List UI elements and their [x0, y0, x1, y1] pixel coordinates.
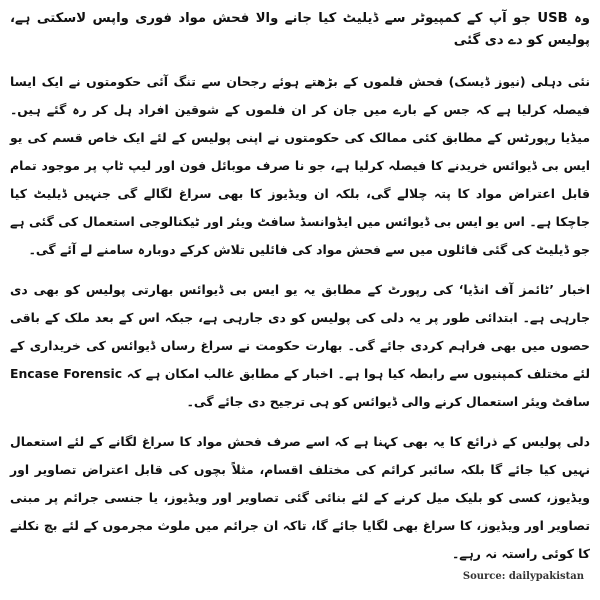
article-paragraph-times-of-india: اخبار ’ٹائمز آف انڈیا‘ کی رپورٹ کے مطابق یہ یو ایس بی ڈیوائس بھارتی پولیس کو بھی دی جارہی ہے۔ ابتدائی طور پر یہ دلی کی پولیس کو دی جارہی ہے، جبکہ اس کے بعد ملک کے باقی حصوں میں بھی فراہم کردی جائے گی۔ بھارت حکومت نے سراغ رساں ڈیوائس کی خریداری کے لئے مختلف کمپنیوں سے رابطہ کیا ہوا ہے۔ اخبار کے مطابق غالب امکان ہے کہ Encase Forensic سافٹ ویئر استعمال کرنے والی ڈیوائس کو ہی ترجیح دی جائے گی۔ — [10, 282, 590, 409]
article — [10, 8, 590, 580]
source-credit: Source: dailypakistan — [462, 571, 584, 582]
article-paragraph-delhi-police: دلی پولیس کے ذرائع کا یہ بھی کہنا ہے کہ اسے صرف فحش مواد کا سراغ لگانے کے لئے استعمال نہیں کیا جائے گا بلکہ سائبر کرائم کی مختلف اقسام، مثلاً بچوں کی قابل اعتراض تصاویر اور ویڈیوز، کسی کو بلیک میل کرنے کے لئے بنائی گئی تصاویر اور ویڈیوز، یا جنسی جرائم پر مبنی تصاویر اور ویڈیوز، کا سراغ بھی لگایا جائے گا، تاکہ ان جرائم میں ملوث مجرموں کے لئے بچ نکلنے کا کوئی راستہ نہ رہے۔ — [10, 434, 590, 561]
article-paragraph-intro: نئی دہلی (نیوز ڈیسک) فحش فلموں کے بڑھتے ہوئے رجحان سے تنگ آئی حکومتوں نے ایک ایسا فیصلہ کرلیا ہے کہ جس کے بارے میں جان کر ان فلموں کے شوقین افراد ہل کر رہ گئے ہیں۔ میڈیا رپورٹس کے مطابق کئی ممالک کی حکومتوں نے اپنی پولیس کے لئے ایک خاص قسم کی یو ایس بی ڈیوائس خریدنے کا فیصلہ کرلیا ہے، جو نا صرف موبائل فون اور لیپ ٹاپ پر موجود تمام قابل اعتراض مواد کا پتہ چلالے گی، بلکہ ان ویڈیوز کا بھی سراغ لگالے گی جنہیں ڈیلیٹ کیا جاچکا ہے۔ اس یو ایس بی ڈیوائس میں ایڈوانسڈ سافٹ ویئر اور ٹیکنالوجی استعمال کی گئی ہے جو ڈیلیٹ کی گئی فائلوں میں سے فحش مواد کی فائلیں تلاش کرکے دوبارہ سامنے لے آئے گی۔ — [10, 74, 590, 257]
article-headline: وہ USB جو آپ کے کمپیوٹر سے ڈیلیٹ کیا جانے والا فحش مواد فوری واپس لاسکتی ہے، پولیس کو دے دی گئی — [10, 11, 590, 48]
